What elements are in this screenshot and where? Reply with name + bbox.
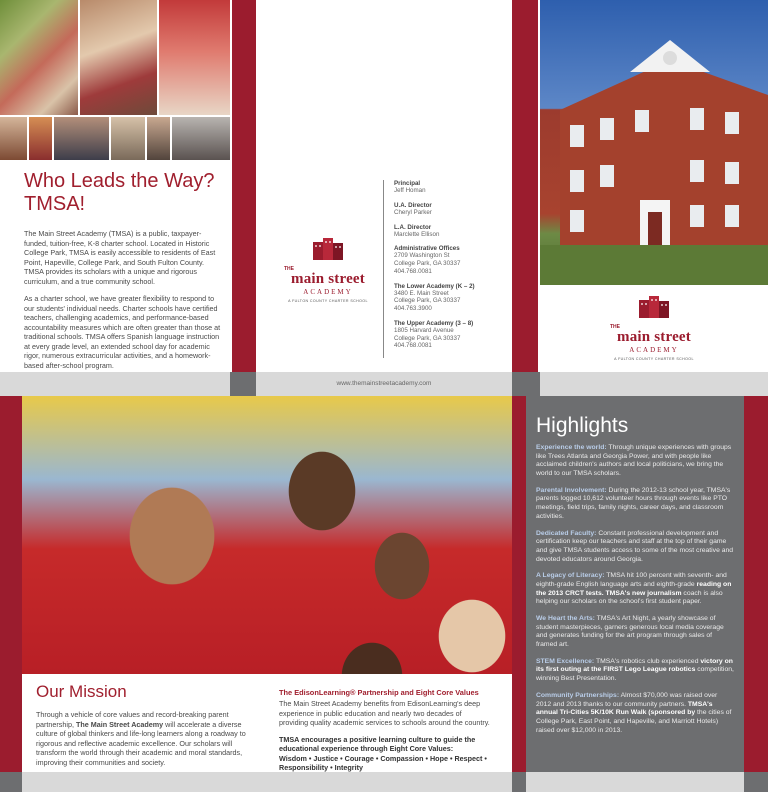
band-left: [0, 372, 230, 396]
school-building-photo: [540, 0, 768, 285]
highlight-head: A Legacy of Literacy:: [536, 572, 605, 580]
highlight-head: Dedicated Faculty:: [536, 529, 597, 537]
contact-admin-offices: [394, 245, 499, 275]
highlight-text: TMSA's robotics club experienced: [594, 657, 701, 665]
contact-line: 1805 Harvard Avenue: [394, 326, 454, 334]
logo-tagline: A FULTON COUNTY CHARTER SCHOOL: [614, 357, 694, 361]
photo-strip-3: [54, 117, 109, 160]
highlight-item: [536, 530, 734, 565]
highlight-head: Parental Involvement:: [536, 486, 607, 494]
contact-line: Marclette Ellison: [394, 230, 440, 238]
contact-line: Cheryl Parker: [394, 208, 432, 216]
contact-upper-academy: [394, 320, 499, 350]
building-logo-icon: [311, 236, 345, 260]
mission-text: [36, 710, 246, 767]
highlights-title: Highlights: [536, 414, 629, 437]
photo-running-child: [0, 0, 78, 115]
logo-middle: [268, 236, 388, 303]
contact-label: Administrative Offices: [394, 245, 460, 253]
crimson-divider-2: [512, 0, 538, 372]
photo-strip-1: [0, 117, 27, 160]
contact-label: The Lower Academy (K – 2): [394, 282, 475, 290]
contact-principal: [394, 180, 499, 195]
edison-title: The EdisonLearning® Partnership and Eight Core Values: [279, 688, 479, 697]
logo-tagline: A FULTON COUNTY CHARTER SCHOOL: [288, 299, 368, 303]
logo-name: main street: [291, 271, 365, 287]
contacts-list: [394, 180, 499, 350]
who-leads-para1: The Main Street Academy (TMSA) is a public, taxpayer-funded, tuition-free, K-8 charter school. Located in Historic College Park, TMSA is easily accessible to residents of East Point, Hapeville, College Park, and South Fulton County. TMSA provides its scholars with a unique and rigorous curriculum, and a true community school.: [24, 229, 216, 286]
highlight-item: [536, 692, 734, 735]
contact-line: 2709 Washington St: [394, 252, 450, 260]
logo-the: THE: [610, 324, 620, 330]
band-middle: [256, 372, 512, 396]
mission-text-b: will accelerate a diverse culture of global thinkers and life-long learners along a roadway to rigorous and reflective academic excellence. Our scholars will transform the world through their academic and moral standards, improving their communities and society.: [36, 719, 246, 767]
highlight-text: During the 2012-13 school year, TMSA's parents logged 10,612 volunteer hours through events like PTO meetings, field trips, family nights, career days, and classroom activities.: [536, 486, 731, 520]
panel-mission: [36, 682, 246, 767]
highlight-bold: reading on the 2013 CRCT tests. TMSA's new journalism: [536, 580, 732, 597]
logo-the: THE: [284, 266, 294, 272]
logo-cover: [594, 294, 714, 361]
crimson-edge-right: [744, 396, 768, 772]
contact-label: U.A. Director: [394, 201, 432, 209]
crimson-divider-3: [512, 396, 526, 772]
photo-strip-5: [147, 117, 170, 160]
highlight-item: [536, 615, 734, 650]
highlight-head: We Heart the Arts:: [536, 615, 595, 622]
who-leads-title-line2: TMSA!: [24, 193, 86, 215]
building-logo-icon: [637, 294, 671, 318]
highlight-item: [536, 487, 734, 522]
highlight-tail: competition, winning Best Presentation.: [536, 666, 734, 683]
contact-line: 404.768.0081: [394, 267, 432, 275]
mission-title: Our Mission: [36, 682, 127, 701]
building-drawing: [540, 0, 768, 285]
bottom-band-middle: [22, 772, 512, 792]
logo-academy: ACADEMY: [303, 288, 353, 296]
bottom-block-center: [512, 772, 526, 792]
highlight-tail: the cities of College Park, East Point, and Hapeville, and Marriott Hotels) raised over $12,000 in 2013.: [536, 709, 732, 734]
highlight-item: [536, 658, 734, 684]
contact-divider: [383, 180, 384, 358]
band-block-1: [230, 372, 256, 396]
highlights-panel: [526, 396, 744, 772]
contact-lower-academy: [394, 283, 499, 313]
highlights-list: [536, 444, 734, 735]
panel-edison: [279, 688, 491, 773]
edison-intro: TMSA encourages a positive learning culture to guide the educational experience through Eight Core Values:: [279, 734, 476, 753]
photo-family: [80, 0, 157, 115]
highlight-item: [536, 572, 734, 607]
logo-academy: ACADEMY: [629, 346, 679, 354]
edison-values: Wisdom • Justice • Courage • Compassion • Hope • Respect • Responsibility • Integrity: [279, 753, 487, 772]
mission-text-bold: The Main Street Academy: [75, 719, 164, 729]
contact-ua-director: [394, 202, 499, 217]
photo-strip-2: [29, 117, 52, 160]
band-block-2: [512, 372, 540, 396]
bottom-block-left: [0, 772, 22, 792]
highlight-bold: TMSA's annual Tri-Cities 5K/10K Run Walk (sponsored by: [536, 700, 713, 717]
highlight-tail: coach is also helping our scholars on the school's first student paper.: [536, 589, 723, 606]
mission-text-a: Through a vehicle of core values and record-breaking parent partnership,: [36, 710, 229, 729]
highlight-text: TMSA hit 100 percent with seventh- and eighth-grade English language arts and eighth-grade: [536, 572, 727, 588]
highlight-bold: victory on its first outing at the FIRST Lego League robotics: [536, 657, 733, 674]
contact-line: Jeff Homan: [394, 187, 426, 194]
highlight-head: Community Partnerships:: [536, 691, 620, 699]
contact-line: College Park, GA 30337: [394, 334, 461, 342]
edison-para: The Main Street Academy benefits from EdisonLearning's deep experience in public education and nearly two decades of providing quality academic services to schools around the country.: [279, 699, 490, 727]
who-leads-title: [24, 170, 224, 216]
highlight-text: Constant professional development and certification keep our teachers and staff at the top of their game and give TMSA students access to some of the most creative and devoted educators around Georgia.: [536, 529, 734, 563]
logo-name: main street: [617, 329, 691, 345]
highlight-text: Almost $70,000 was raised over 2012 and 2013 thanks to our community partners.: [536, 691, 718, 708]
photo-strip-6: [172, 117, 230, 160]
crimson-edge-left: [0, 396, 22, 772]
photo-collage: [0, 0, 230, 160]
contact-label: Principal: [394, 180, 421, 187]
students-photo: [22, 396, 512, 674]
band-right: [540, 372, 768, 396]
photo-strip-4: [111, 117, 145, 160]
bottom-band-right: [526, 772, 744, 792]
contact-line: 404.768.0081: [394, 342, 432, 350]
highlight-head: STEM Excellence:: [536, 657, 595, 665]
contact-line: College Park, GA 30337: [394, 297, 461, 305]
highlight-head: Experience the world:: [536, 444, 607, 451]
contact-label: L.A. Director: [394, 223, 432, 231]
who-leads-para2: As a charter school, we have greater flexibility to respond to our students' individual needs. Charter schools have certified teachers, challenging academics, and performance-based accountability measures which are often greater than those at traditional schools. TMSA offers Spanish language instruction at every grade level, an extended school day for academic rigor, numerous extracurricular activities, and a homework-based after-school program.: [24, 294, 221, 370]
crimson-divider-1: [232, 0, 256, 372]
contact-la-director: [394, 224, 499, 239]
highlight-item: [536, 444, 734, 479]
contact-label: The Upper Academy (3 – 8): [394, 319, 474, 327]
contact-line: College Park, GA 30337: [394, 260, 461, 267]
highlight-text: TMSA's Art Night, a yearly showcase of student masterpieces, garners generous local media coverage and generates funding for the art program through sales of framed art.: [536, 615, 724, 649]
contact-line: 404.763.3900: [394, 305, 432, 312]
photo-volunteers: [159, 0, 230, 115]
highlight-text: Through unique experiences with groups like Trees Atlanta and Georgia Power, and with people like acclaimed children's authors and local politicians, we bring the world to our TMSA scholars.: [536, 444, 732, 478]
bottom-block-right: [744, 772, 768, 792]
who-leads-title-line1: Who Leads the Way?: [24, 170, 215, 192]
contact-line: 3480 E. Main Street: [394, 289, 449, 297]
panel-who-leads: [24, 170, 224, 370]
website-url: www.themainstreetacademy.com: [336, 380, 432, 387]
